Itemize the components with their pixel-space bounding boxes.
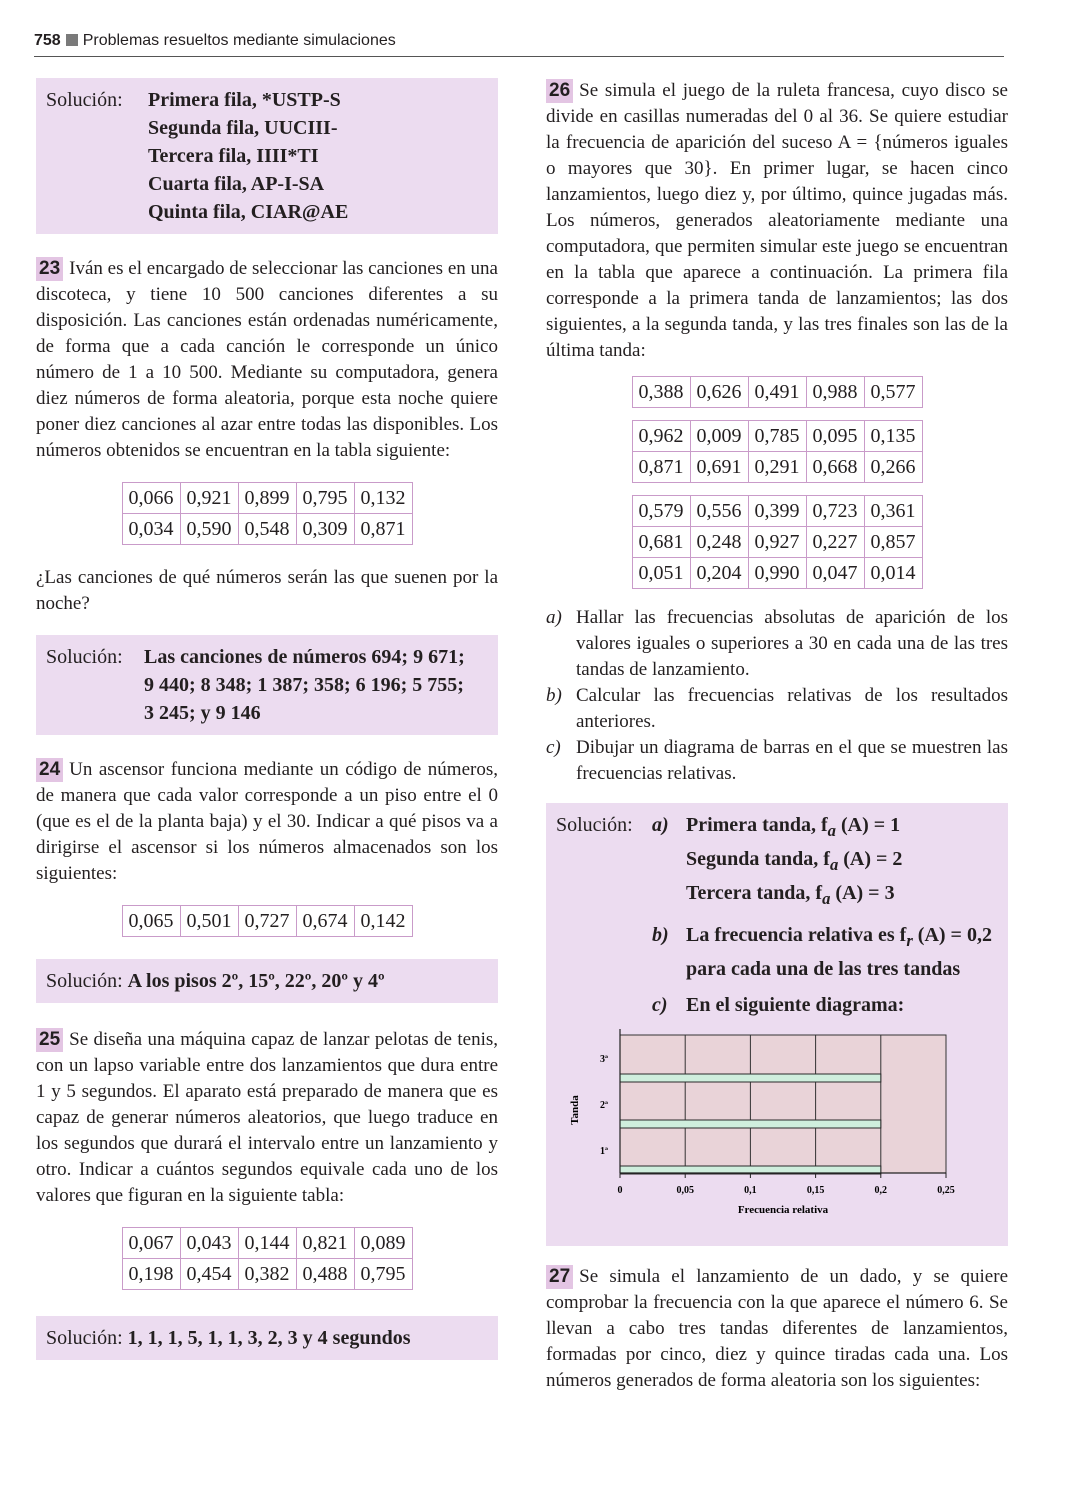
problem-text: Se simula el juego de la ruleta francesa, cuyo disco se divide en casillas numeradas del 0 al 36. Se quiere estudiar la frecuencia de aparición del suceso A = {números iguales o mayores que 30}. En primer lugar, se hacen cinco lanzamientos, luego diez y, por último, quince jugadas más. Los números, generados aleatoriamente mediante una computadora, que permiten simular este juego se encuentran en la tabla que aparece a continuación. La primera fila corresponde a la primera tanda de lanzamientos; las dos siguientes, a la segunda tanda, y las tres finales son las de la última tanda: <box>546 80 1008 361</box>
table-cell: 0,785 <box>748 421 806 452</box>
problem-number: 23 <box>36 257 63 281</box>
left-column <box>36 78 498 1360</box>
solution-letter: c) <box>652 994 668 1016</box>
table-cell: 0,382 <box>238 1259 296 1290</box>
table-cell: 0,132 <box>354 483 412 514</box>
bar <box>620 1074 881 1082</box>
table-row <box>632 452 922 483</box>
square-bullet-icon <box>66 34 78 46</box>
table-cell: 0,871 <box>632 452 690 483</box>
table-cell: 0,501 <box>180 906 238 937</box>
table-cell: 0,399 <box>748 496 806 527</box>
solution-line: En el siguiente diagrama: <box>686 994 905 1016</box>
solution-26 <box>546 803 1008 1246</box>
solution-line: 3 245; y 9 146 <box>144 702 261 724</box>
number-table-26-a <box>632 376 923 408</box>
problem-24 <box>36 757 498 887</box>
problem-text: Se simula el lanzamiento de un dado, y se quiere comprobar la frecuencia con la que aparece el número 6. Se llevan a cabo tres tandas diferentes de lanzamientos, formadas por cinco, diez y quince tiradas cada una. Los números generados de forma aleatoria son los siguientes: <box>546 1266 1008 1391</box>
table-row <box>632 377 922 408</box>
list-item: a) Hallar las frecuencias absolutas de aparición de los valores iguales o superiores a 30 en cada una de las tres tandas de lanzamiento. <box>546 607 1008 680</box>
table-cell: 0,927 <box>748 527 806 558</box>
number-table-26-c <box>632 495 923 589</box>
table-cell: 0,962 <box>632 421 690 452</box>
question-23: ¿Las canciones de qué números serán las que suenen por la noche? <box>36 567 498 614</box>
solution-25 <box>36 1316 498 1360</box>
number-table-23 <box>122 482 413 545</box>
problem-26 <box>546 78 1008 364</box>
table-cell: 0,309 <box>296 514 354 545</box>
solution-line: Segunda fila, UUCIII- <box>148 117 338 139</box>
table-cell: 0,488 <box>296 1259 354 1290</box>
number-table-25 <box>122 1227 413 1290</box>
table-cell: 0,723 <box>806 496 864 527</box>
problem-text: Iván es el encargado de seleccionar las canciones en una discoteca, y tiene 10 500 canciones diferentes a su disposición. Las canciones están ordenadas numéricamente, de forma que a cada canción le corresponde un único número de 1 a 10 500. Mediante su computadora, genera diez números de forma aleatoria, porque esta noche quiere poner diez canciones al azar entre todas las disponibles. Los números obtenidos se encuentran en la tabla siguiente: <box>36 258 498 461</box>
table-row <box>122 1259 412 1290</box>
table-cell: 0,821 <box>296 1228 354 1259</box>
table-cell: 0,043 <box>180 1228 238 1259</box>
solution-letter: a) <box>652 814 669 836</box>
table-cell: 0,990 <box>748 558 806 589</box>
table-cell: 0,795 <box>354 1259 412 1290</box>
solution-label: Solución: <box>46 1327 123 1349</box>
table-cell: 0,066 <box>122 483 180 514</box>
table-cell: 0,577 <box>864 377 922 408</box>
solution-line: Primera fila, *USTP-S <box>148 89 341 111</box>
problem-25 <box>36 1027 498 1209</box>
solution-22 <box>36 78 498 234</box>
y-axis-label: Tanda <box>569 1095 581 1125</box>
x-tick-label: 0,15 <box>806 1185 825 1196</box>
table-cell: 0,142 <box>354 906 412 937</box>
table-cell: 0,579 <box>632 496 690 527</box>
table-cell: 0,727 <box>238 906 296 937</box>
number-table-26-b <box>632 420 923 483</box>
table-cell: 0,899 <box>238 483 296 514</box>
solution-23 <box>36 635 498 735</box>
x-tick-label: 0,2 <box>874 1185 888 1196</box>
problem-23 <box>36 256 498 464</box>
table-cell: 0,556 <box>690 496 748 527</box>
table-row <box>632 496 922 527</box>
problem-text: Un ascensor funciona mediante un código de números, de manera que cada valor corresponde a un piso entre el 0 (que es el de la planta baja) y el 30. Indicar a qué pisos va a dirigirse el ascensor si los números almacenados son los siguientes: <box>36 759 498 884</box>
solution-letter: b) <box>652 924 669 946</box>
bar-chart-svg <box>556 1027 996 1232</box>
table-cell: 0,135 <box>864 421 922 452</box>
solution-label: Solución: <box>46 646 123 668</box>
table-cell: 0,921 <box>180 483 238 514</box>
solution-label: Solución: <box>46 89 123 111</box>
y-tick-label: 1ª <box>600 1146 608 1157</box>
table-cell: 0,548 <box>238 514 296 545</box>
solution-label: Solución: <box>556 814 633 836</box>
table-row <box>632 527 922 558</box>
solution-line: Segunda tanda, $f_a$ (A) = 2 <box>686 848 903 874</box>
problem-27 <box>546 1264 1008 1394</box>
list-item: b) Calcular las frecuencias relativas de los resultados anteriores. <box>546 685 1008 732</box>
table-cell: 0,795 <box>296 483 354 514</box>
table-cell: 0,014 <box>864 558 922 589</box>
x-tick-label: 0 <box>617 1185 623 1196</box>
table-cell: 0,034 <box>122 514 180 545</box>
solution-text: A los pisos 2º, 15º, 22º, 20º y 4º <box>127 970 385 992</box>
table-cell: 0,067 <box>122 1228 180 1259</box>
table-cell: 0,095 <box>806 421 864 452</box>
x-tick-label: 0,1 <box>744 1185 757 1196</box>
table-cell: 0,198 <box>122 1259 180 1290</box>
table-cell: 0,065 <box>122 906 180 937</box>
table-row <box>632 421 922 452</box>
table-row <box>122 483 412 514</box>
table-row <box>122 1228 412 1259</box>
table-cell: 0,051 <box>632 558 690 589</box>
problem-number: 26 <box>546 79 573 103</box>
problem-number: 27 <box>546 1265 573 1289</box>
table-cell: 0,681 <box>632 527 690 558</box>
table-cell: 0,227 <box>806 527 864 558</box>
page-number: 758 <box>34 32 61 49</box>
x-axis-label: Frecuencia relativa <box>737 1204 829 1216</box>
problem-number: 24 <box>36 758 63 782</box>
table-cell: 0,204 <box>690 558 748 589</box>
table-cell: 0,248 <box>690 527 748 558</box>
table-cell: 0,361 <box>864 496 922 527</box>
solution-line: Tercera fila, IIII*TI <box>148 145 319 167</box>
bar-chart <box>556 1027 998 1240</box>
solution-line: 9 440; 8 348; 1 387; 358; 6 196; 5 755; <box>144 674 464 696</box>
problem-text: Se diseña una máquina capaz de lanzar pelotas de tenis, con un lapso variable entre dos lanzamientos que dura entre 1 y 5 segundos. El aparato está preparado de manera que es capaz de generar números aleatorios, que luego traduce en los segundos que durará el intervalo entre un lanzamiento y otro. Indicar a cuántos segundos equivale cada uno de los valores que figuran en la siguiente tabla: <box>36 1029 498 1206</box>
table-cell: 0,291 <box>748 452 806 483</box>
table-cell: 0,009 <box>690 421 748 452</box>
table-cell: 0,674 <box>296 906 354 937</box>
table-cell: 0,626 <box>690 377 748 408</box>
table-row <box>122 514 412 545</box>
x-tick-label: 0,05 <box>676 1185 694 1196</box>
problem-number: 25 <box>36 1028 63 1052</box>
table-cell: 0,388 <box>632 377 690 408</box>
solution-line: Quinta fila, CIAR@AE <box>148 201 349 223</box>
plot-area <box>620 1035 946 1173</box>
bar <box>620 1120 881 1128</box>
table-cell: 0,454 <box>180 1259 238 1290</box>
solution-text: 1, 1, 1, 5, 1, 1, 3, 2, 3 y 4 segundos <box>127 1327 411 1349</box>
table-cell: 0,857 <box>864 527 922 558</box>
solution-line: Primera tanda, $f_a$ (A) = 1 <box>686 814 901 840</box>
table-cell: 0,491 <box>748 377 806 408</box>
table-row <box>632 558 922 589</box>
table-cell: 0,691 <box>690 452 748 483</box>
table-cell: 0,144 <box>238 1228 296 1259</box>
solution-line: Las canciones de números 694; 9 671; <box>144 646 465 668</box>
y-tick-label: 2ª <box>600 1100 608 1111</box>
solution-line: Tercera tanda, $f_a$ (A) = 3 <box>686 882 895 908</box>
table-cell: 0,871 <box>354 514 412 545</box>
list-item: c) Dibujar un diagrama de barras en el que se muestren las frecuencias relativas. <box>546 737 1008 784</box>
x-tick-label: 0,25 <box>937 1185 955 1196</box>
page-header <box>34 32 1004 57</box>
chapter-title: Problemas resueltos mediante simulaciones <box>82 32 396 49</box>
number-table-24 <box>122 905 413 937</box>
solution-line: para cada una de las tres tandas <box>686 958 961 980</box>
right-column <box>546 78 1008 1394</box>
solution-line: Cuarta fila, AP-I-SA <box>148 173 325 195</box>
solution-24 <box>36 959 498 1003</box>
solution-label: Solución: <box>46 970 123 992</box>
solution-line: La frecuencia relativa es $f_r$ (A) = 0,2 <box>686 924 992 950</box>
table-cell: 0,668 <box>806 452 864 483</box>
table-cell: 0,590 <box>180 514 238 545</box>
table-cell: 0,988 <box>806 377 864 408</box>
table-cell: 0,089 <box>354 1228 412 1259</box>
problem-26-items <box>546 605 1008 787</box>
table-cell: 0,266 <box>864 452 922 483</box>
table-row <box>122 906 412 937</box>
y-tick-label: 3ª <box>600 1054 608 1065</box>
table-cell: 0,047 <box>806 558 864 589</box>
